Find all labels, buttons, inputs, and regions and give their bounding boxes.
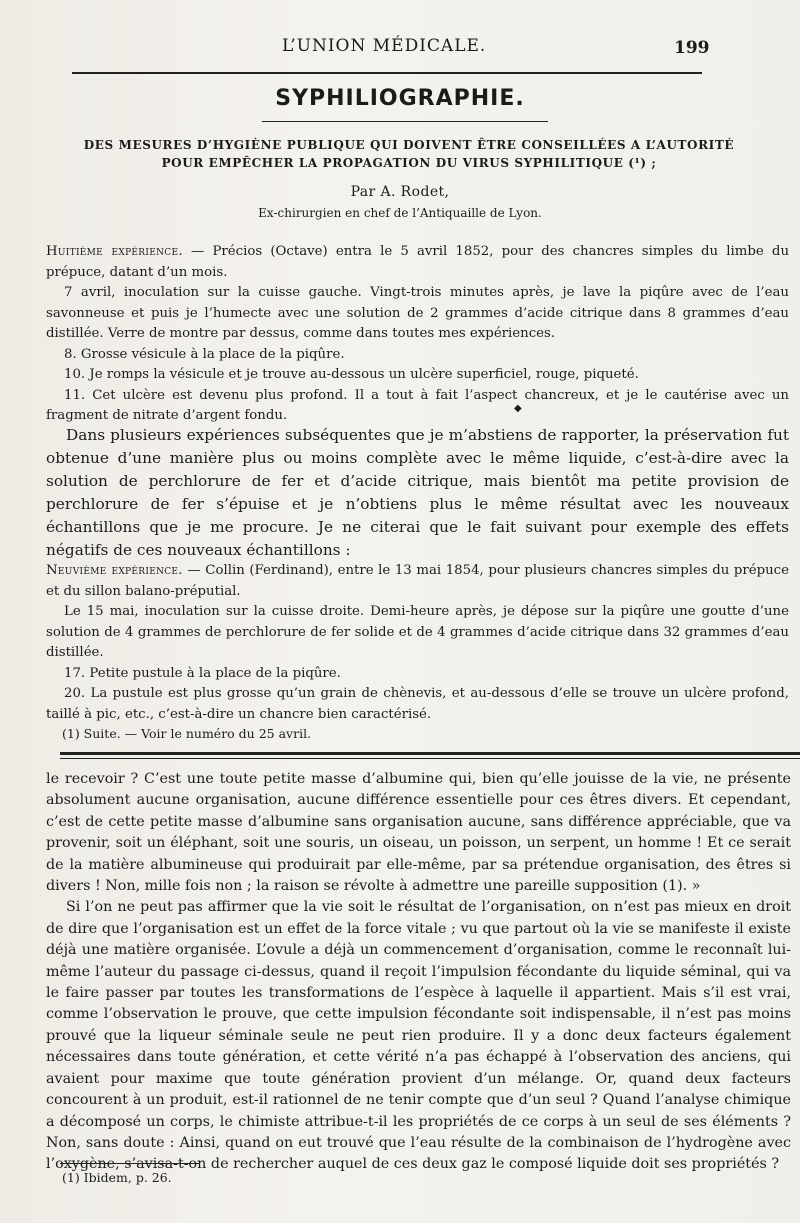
article-title bbox=[44, 136, 774, 172]
experiment-eight-paragraph: 11. Cet ulcère est devenu plus profond. Il a tout à fait l’aspect chancreux, et je le cautérise avec un fragment de nitrate d’argent fondu. bbox=[46, 387, 789, 423]
lower-paragraph: le recevoir ? C’est une toute petite masse d’albumine qui, bien qu’elle jouisse de la vie, ne présente absolument aucune organisation, aucune différence essentielle pour ces êtres divers. Et cependant, c’est de cette petite masse d’albumine sans organisation aucune, sans différence appréciable, que va provenir, soit un éléphant, soit une souris, un oiseau, un poisson, un serpent, un homme ! Et ce serait de la matière albumineuse qui produirait par elle-même, par sa prétendue organisation, des êtres si divers ! Non, mille fois non ; la raison se révolte à admettre une pareille supposition (1). » bbox=[46, 771, 791, 895]
footnote-two: (1) Ibidem, p. 26. bbox=[62, 1170, 172, 1185]
page-header bbox=[0, 0, 800, 70]
running-title: L’UNION MÉDICALE. bbox=[282, 36, 487, 56]
page-number: 199 bbox=[674, 38, 710, 58]
experiment-nine-paragraph: 20. La pustule est plus grosse qu’un grain de chènevis, et au-dessous d’elle se trouve un ulcère profond, taillé à pic, etc., c’est-à-dire un chancre bien caractérisé. bbox=[46, 686, 789, 722]
experiment-eight bbox=[46, 242, 789, 427]
experiment-nine-label: Neuvième expérience. bbox=[46, 563, 183, 578]
experiment-eight-paragraph: 10. Je romps la vésicule et je trouve au-dessous un ulcère superficiel, rouge, piqueté. bbox=[64, 367, 639, 382]
experiment-eight-paragraph: 8. Grosse vésicule à la place de la piqûre. bbox=[64, 346, 345, 362]
experiment-nine bbox=[46, 561, 789, 725]
experiment-nine-paragraph: 17. Petite pustule à la place de la piqûre. bbox=[64, 665, 341, 681]
article-title-line-1: DES MESURES D’HYGIÈNE PUBLIQUE QUI DOIVENT ÊTRE CONSEILLÉES A L’AUTORITÉ bbox=[83, 138, 735, 152]
experiment-eight-intro-text: — Précios (Octave) entra le 5 avril 1852, pour des chancres simples du limbe du prépuce, datant d’un mois. bbox=[46, 244, 790, 280]
header-rule bbox=[72, 72, 702, 74]
section-title: SYPHILIOGRAPHIE. bbox=[275, 86, 525, 111]
experiment-eight-intro bbox=[46, 242, 789, 283]
transition-paragraph-block bbox=[46, 424, 789, 562]
article-author: Par A. Rodet, bbox=[350, 184, 450, 200]
author-role: Ex-chirurgien en chef de l’Antiquaille de Lyon. bbox=[258, 206, 542, 220]
experiment-eight-paragraph: 7 avril, inoculation sur la cuisse gauche. Vingt-trois minutes après, je lave la piqûre avec de l’eau savonneuse et puis je l’humecte avec une solution de 2 grammes d’acide citrique dans 8 grammes d’eau distillée. Verre de montre par dessus, comme dans toutes mes expériences. bbox=[46, 285, 789, 341]
experiment-nine-intro-text: — Collin (Ferdinand), entre le 13 mai 1854, pour plusieurs chancres simples du prépuce et du sillon balano-préputial. bbox=[46, 563, 789, 599]
ornament-mark: ◆ bbox=[514, 403, 522, 414]
experiment-nine-intro bbox=[46, 561, 789, 602]
section-title-rule bbox=[262, 121, 548, 122]
experiment-nine-paragraph: Le 15 mai, inoculation sur la cuisse droite. Demi-heure après, je dépose sur la piqûre une goutte d’une solution de 4 grammes de perchlorure de fer solide et de 4 grammes d’acide citrique dans 32 grammes d’eau distillée. bbox=[46, 604, 789, 660]
separator-rule bbox=[60, 752, 800, 755]
transition-paragraph: Dans plusieurs expériences subséquentes que je m’abstiens de rapporter, la préservation fut obtenue d’une manière plus ou moins complète avec le même liquide, c’est-à-dire avec la solution de perchlorure de fer et d’acide citrique, mais bientôt ma petite provision de perchlorure de fer s’épuise et je n’obtiens plus le même résultat avec les nouveaux échantillons que je me procure. Je ne citerai que le fait suivant pour exemple des effets négatifs de ces nouveaux échantillons : bbox=[46, 426, 789, 559]
lower-paragraph: Si l’on ne peut pas affirmer que la vie soit le résultat de l’organisation, on n’est pas mieux en droit de dire que l’organisation est un effet de la force vitale ; vu que partout où la vie se manifeste il existe déjà une matière organisée. L’ovule a déjà un commencement d’organisation, comme le reconnaît lui-même l’auteur du passage ci-dessus, quand il reçoit l’impulsion fécondante du liquide séminal, qui va le faire passer par toutes les transformations de l’espèce à laquelle il appartient. Mais s’il est vrai, comme l’observation le prouve, que cette impulsion fécondante soit indispensable, il n’est pas moins prouvé que la liqueur séminale seule ne peut rien produire. Il y a donc deux facteurs également nécessaires dans toute génération, et cette vérité n’a pas échappé à l’observation des anciens, qui avaient pour maxime que toute génération provient d’un mélange. Or, quand deux facteurs concourent à un produit, est-il rationnel de ne tenir compte que d’un seul ? Quand l’analyse chimique a décomposé un corps, le chimiste attribue-t-il les propriétés de ce corps à un seul de ses éléments ? Non, sans doute : Ainsi, quand on eut trouvé que l’eau résulte de la combinaison de l’hydrogène avec l’oxygène, s’avisa-t-on de rechercher auquel de ces deux gaz le composé liquide doit ses propriétés ? bbox=[46, 899, 791, 1173]
footnote-one: (1) Suite. — Voir le numéro du 25 avril. bbox=[62, 726, 312, 741]
separator-rule bbox=[60, 758, 800, 759]
experiment-eight-label: Huitième expérience. bbox=[46, 244, 183, 259]
footnote-rule bbox=[60, 1163, 200, 1164]
article-title-line-2: POUR EMPÊCHER LA PROPAGATION DU VIRUS SYPHILITIQUE (¹) ; bbox=[161, 156, 657, 170]
lower-column bbox=[46, 769, 791, 1176]
